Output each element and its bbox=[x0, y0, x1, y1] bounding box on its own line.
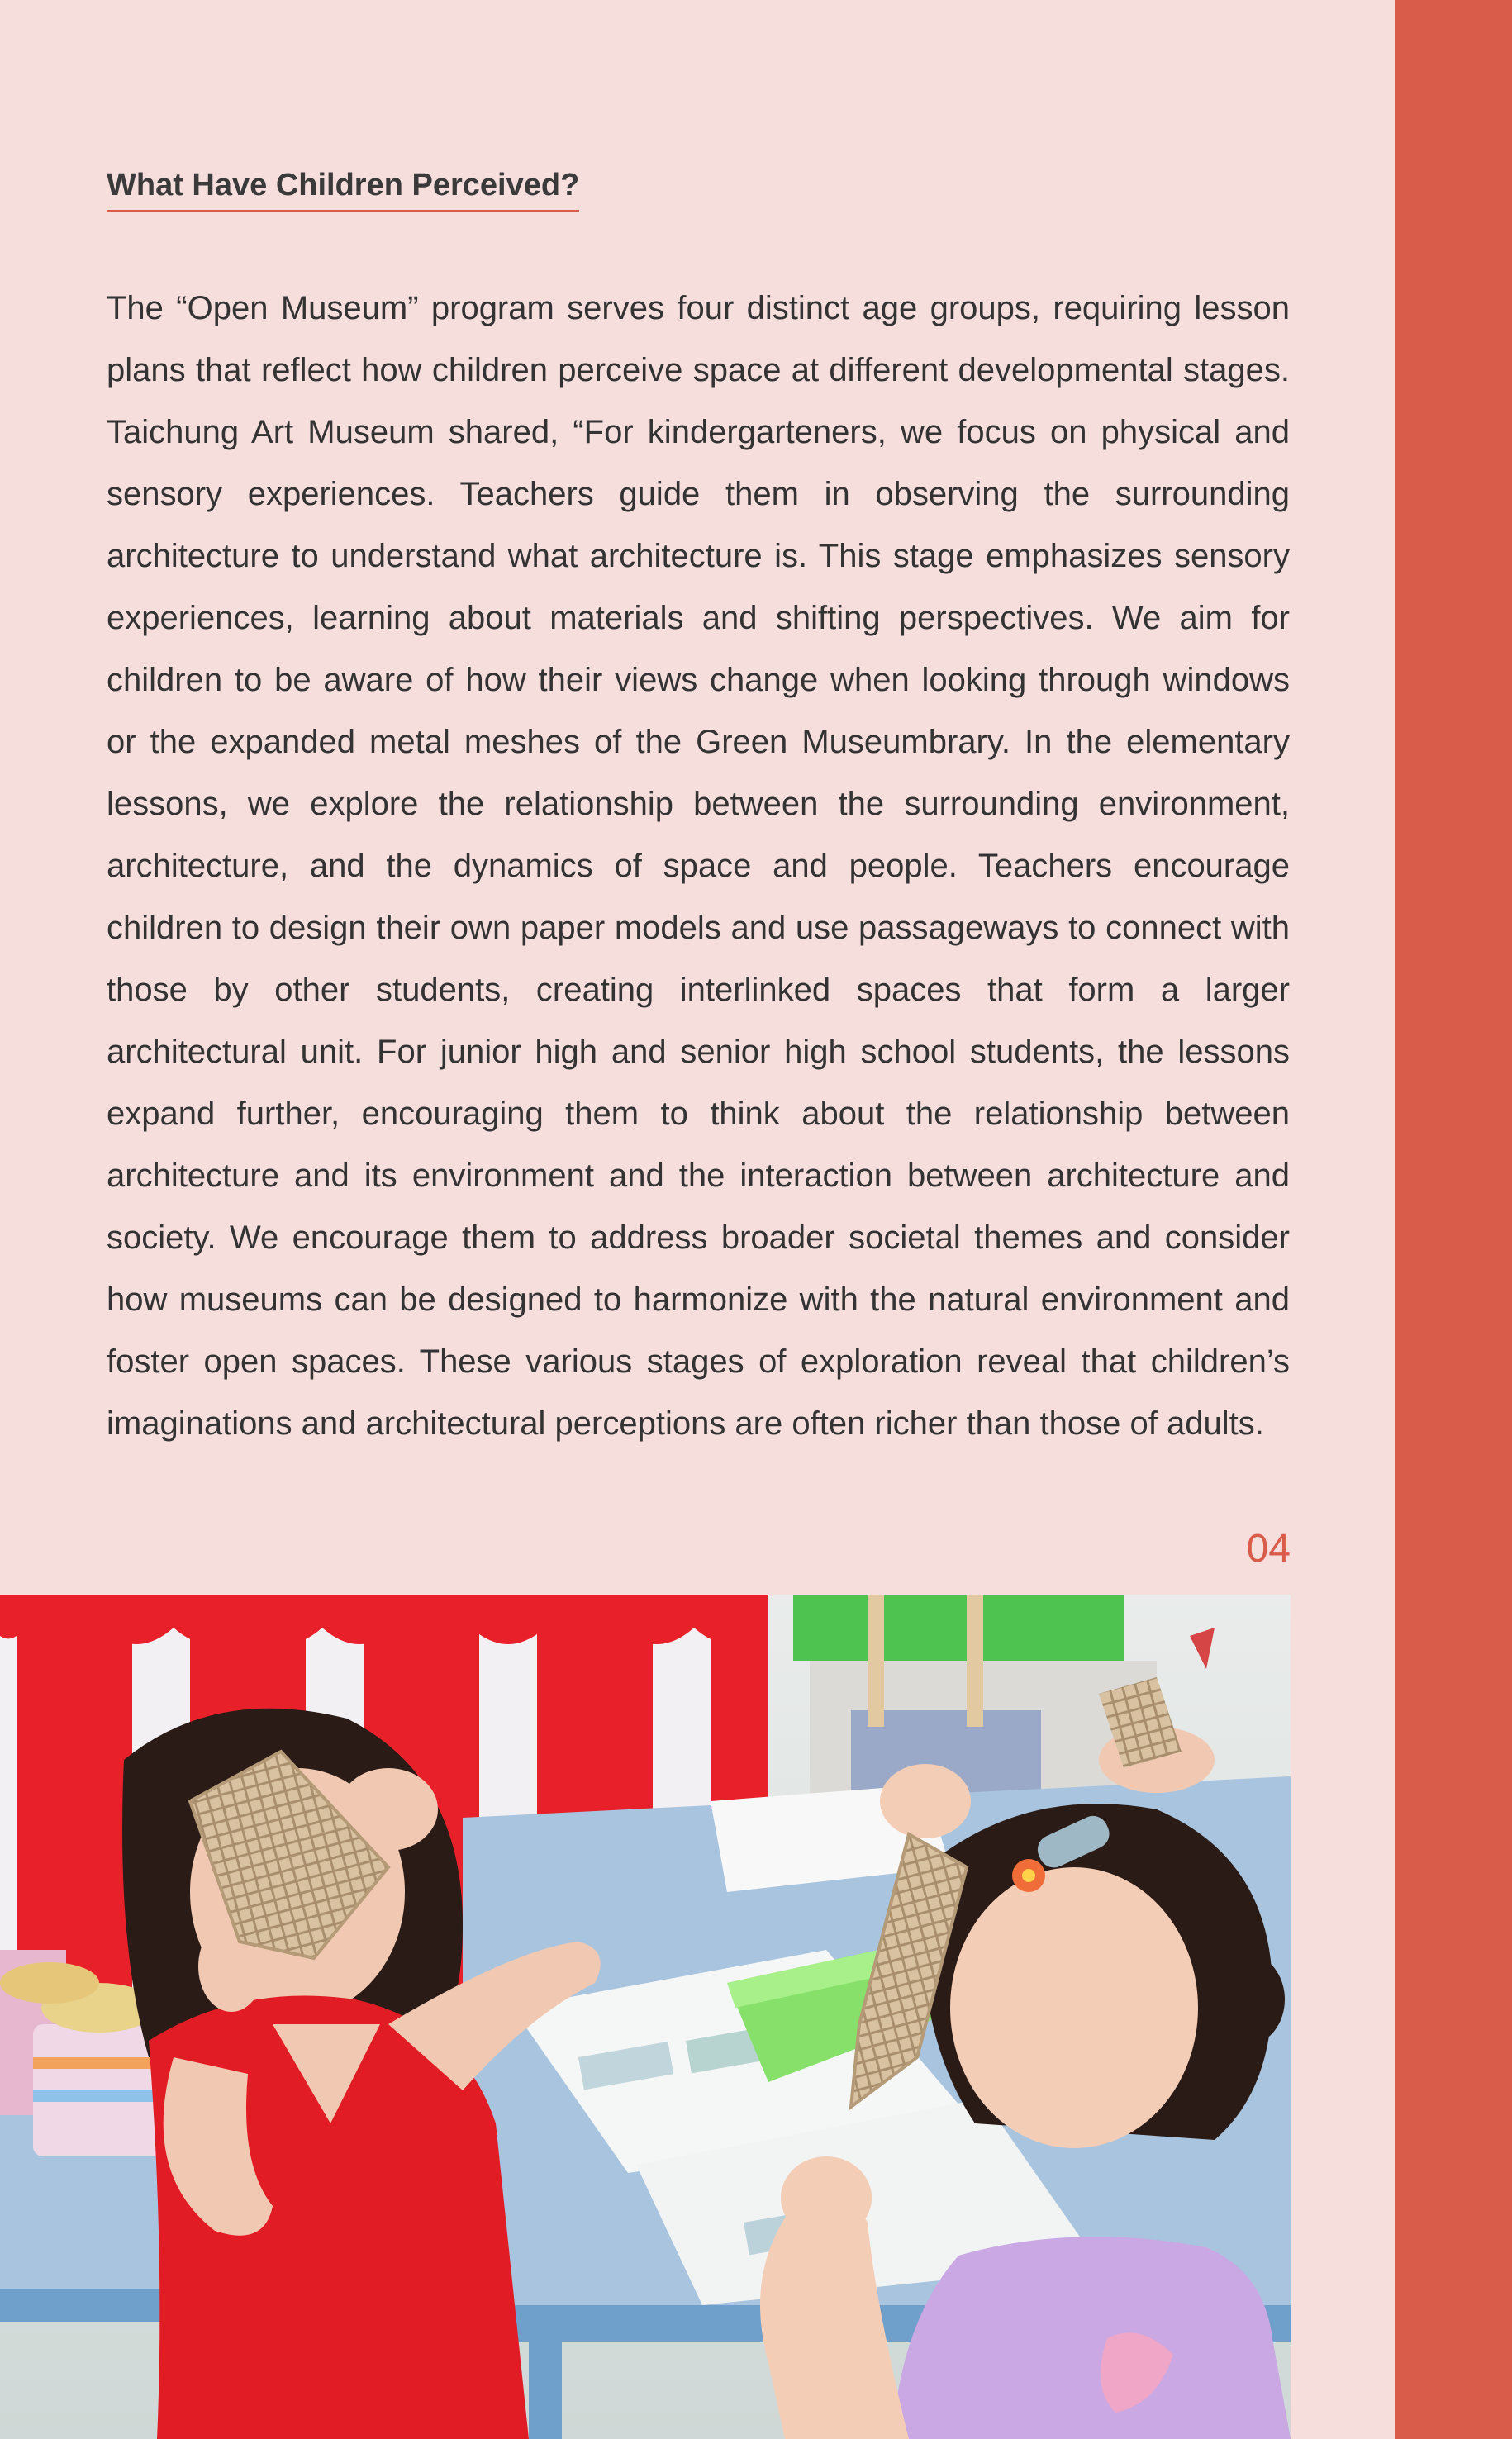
page-number: 04 bbox=[1246, 1527, 1291, 1571]
photo-children-with-mesh bbox=[0, 1595, 1291, 2439]
accent-side-bar bbox=[1395, 0, 1512, 2439]
body-paragraph: The “Open Museum” program serves four distinct age groups, requiring lesson plans that reflect how children perceive space at different developmental stages. Taichung Art Museum shared, “For kindergarteners, we focus on physical and sensory experiences. Teachers guide them in observing the surrounding architecture to understand what architecture is. This stage emphasizes sensory experiences, learning about materials and shifting perspectives. We aim for children to be aware of how their views change when looking through windows or the expanded metal meshes of the Green Museumbrary. In the elementary lessons, we explore the relationship between the surrounding environment, architecture, and the dynamics of space and people. Teachers encourage children to design their own paper models and use passageways to connect with those by other students, creating interlinked spaces that form a larger architectural unit. For junior high and senior high school students, the lessons expand further, encouraging them to think about the relationship between architecture and its environment and the interaction between architecture and society. We encourage them to address broader societal themes and consider how museums can be designed to harmonize with the natural environment and foster open spaces. These various stages of exploration reveal that children’s imaginations and architectural perceptions are often richer than those of adults. bbox=[107, 290, 1290, 1442]
section-heading: What Have Children Perceived? bbox=[107, 162, 579, 212]
